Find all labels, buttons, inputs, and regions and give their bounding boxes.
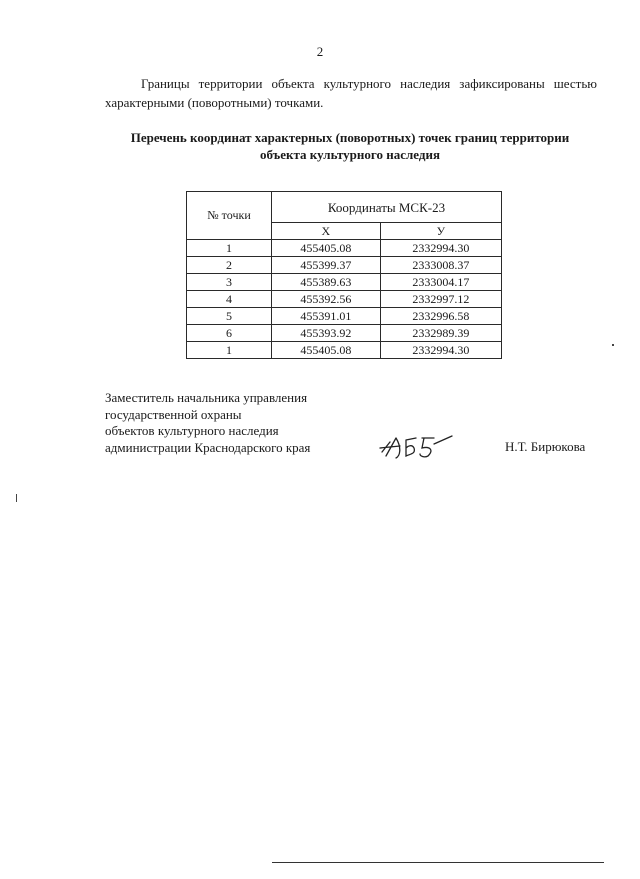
cell-y-coordinate: 2332994.30	[380, 342, 501, 359]
cell-x-coordinate: 455399.37	[272, 257, 381, 274]
cell-point-number: 1	[187, 240, 272, 257]
cell-point-number: 4	[187, 291, 272, 308]
cell-point-number: 2	[187, 257, 272, 274]
cell-point-number: 6	[187, 325, 272, 342]
table-row	[187, 257, 502, 274]
cell-y-coordinate: 2333008.37	[380, 257, 501, 274]
cell-x-coordinate: 455391.01	[272, 308, 381, 325]
cell-x-coordinate: 455405.08	[272, 342, 381, 359]
footer-rule	[272, 862, 604, 863]
column-header-y: У	[380, 223, 501, 240]
table-row	[187, 342, 502, 359]
table-row	[187, 308, 502, 325]
page-number: 2	[316, 44, 324, 59]
cell-y-coordinate: 2332996.58	[380, 308, 501, 325]
coordinates-table-body	[187, 240, 502, 359]
stray-scan-mark	[16, 494, 17, 502]
intro-paragraph	[105, 74, 597, 112]
table-row	[187, 291, 502, 308]
cell-x-coordinate: 455392.56	[272, 291, 381, 308]
signatory-position	[105, 390, 310, 456]
coordinates-table	[186, 191, 502, 359]
position-line-3: объектов культурного наследия	[105, 423, 279, 438]
column-header-point-number: № точки	[187, 192, 272, 240]
cell-point-number: 1	[187, 342, 272, 359]
table-heading	[90, 129, 610, 163]
cell-y-coordinate: 2332997.12	[380, 291, 501, 308]
table-row	[187, 240, 502, 257]
cell-x-coordinate: 455389.63	[272, 274, 381, 291]
cell-x-coordinate: 455393.92	[272, 325, 381, 342]
position-line-4: администрации Краснодарского края	[105, 439, 311, 455]
intro-line-1: Границы территории объекта культурного наследия зафиксированы шестью	[141, 76, 597, 91]
column-header-coordinates: Координаты МСК-23	[272, 192, 502, 223]
cell-point-number: 5	[187, 308, 272, 325]
cell-y-coordinate: 2333004.17	[380, 274, 501, 291]
table-row	[187, 274, 502, 291]
position-line-1: Заместитель начальника управления	[105, 390, 308, 405]
table-heading-line-2: объекта культурного наследия	[260, 147, 440, 162]
stray-scan-dot	[612, 344, 614, 346]
position-line-2: государственной охраны	[105, 406, 242, 422]
intro-line-2: характерными (поворотными) точками.	[105, 95, 324, 110]
cell-y-coordinate: 2332994.30	[380, 240, 501, 257]
cell-x-coordinate: 455405.08	[272, 240, 381, 257]
table-row	[187, 325, 502, 342]
column-header-x: X	[272, 223, 381, 240]
handwritten-signature	[376, 430, 456, 469]
signatory-name: Н.Т. Бирюкова	[505, 439, 586, 454]
table-heading-line-1: Перечень координат характерных (поворотных) точек границ территории	[130, 130, 570, 145]
cell-point-number: 3	[187, 274, 272, 291]
cell-y-coordinate: 2332989.39	[380, 325, 501, 342]
